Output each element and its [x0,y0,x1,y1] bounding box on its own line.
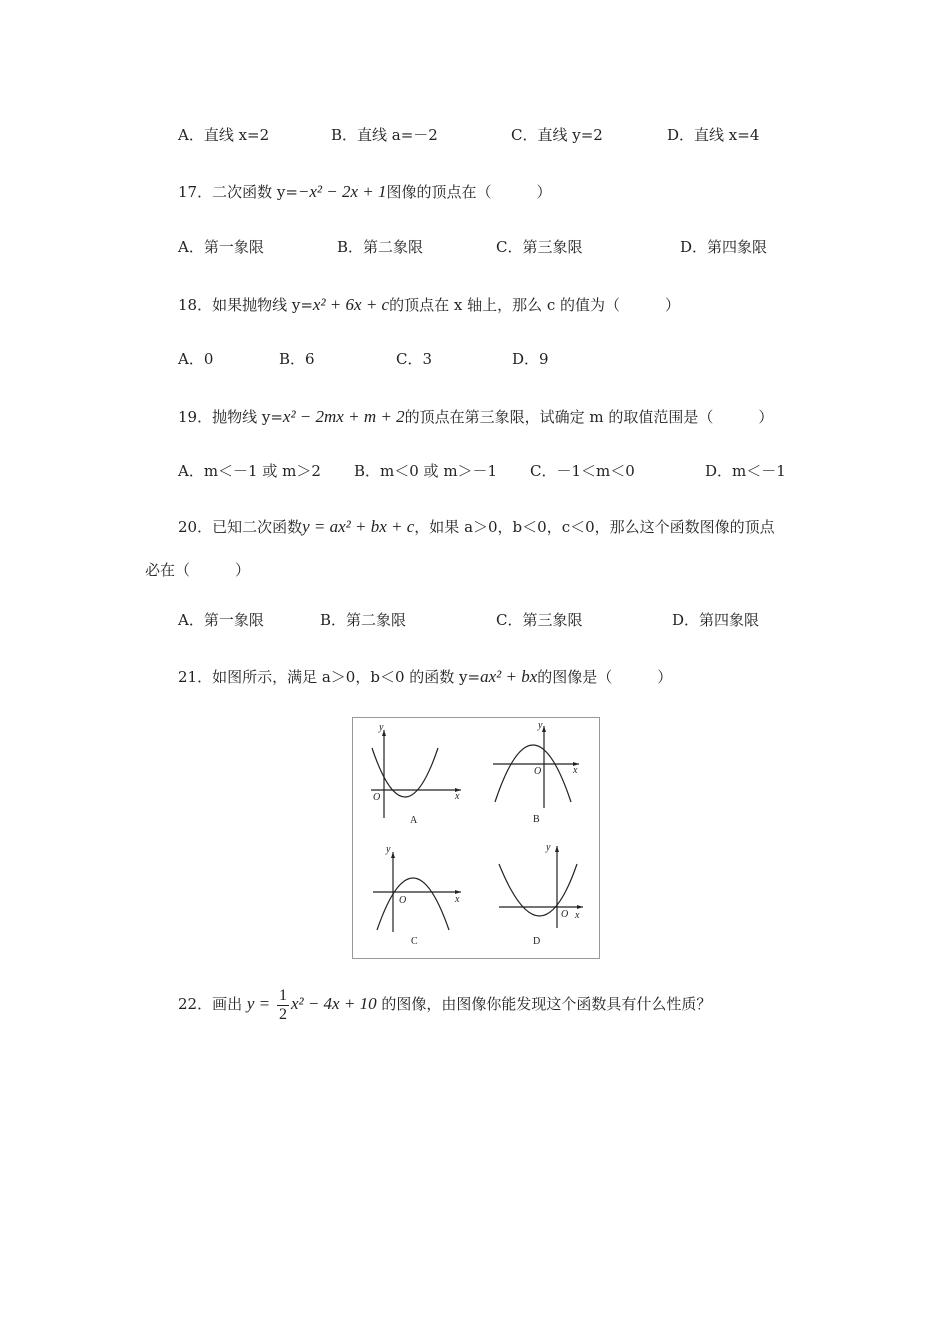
graph-a-caption: A [410,815,418,826]
q21-prefix: 21．如图所示，满足 a＞0，b＜0 的函数 y= [178,668,481,686]
graph-c-y-arrow [391,852,395,858]
graph-d-y-arrow [555,846,559,852]
q19-expression: x² − 2mx + m + 2 [282,407,405,426]
q16-option-a: A．直线 x=2 [178,126,270,144]
graph-d-y-label: y [546,842,551,853]
q19-option-c: C．－1＜m＜0 [530,462,635,480]
q16-option-d: D．直线 x=4 [667,126,760,144]
q16-option-b: B．直线 a=－2 [331,126,438,144]
graph-c [373,852,461,932]
question-22 [178,984,711,1024]
q22-fraction-denominator: 2 [278,1005,287,1023]
q19-suffix: 的顶点在第三象限，试确定 m 的取值范围是（ ） [404,408,774,426]
graph-a-y-label: y [379,722,384,733]
graph-b-y-arrow [542,726,546,732]
q22-fraction [277,987,289,1024]
question-17 [178,182,552,202]
graph-d-origin: O [561,909,569,920]
graph-d-caption: D [533,936,541,947]
graph-b-caption: B [533,814,540,825]
q20-suffix: ，如果 a＞0，b＜0，c＜0，那么这个函数图像的顶点 [414,518,775,536]
graph-b-origin: O [534,766,542,777]
q20-option-b: B．第二象限 [320,611,407,629]
graph-c-y-label: y [386,844,391,855]
question-20 [178,517,775,537]
q22-rhs: x² − 4x + 10 [290,994,377,1013]
graph-c-origin: O [399,895,407,906]
q17-option-b: B．第二象限 [337,238,424,256]
graph-d [499,846,583,928]
q17-option-a: A．第一象限 [178,238,264,256]
q18-option-c: C．3 [396,350,433,368]
q22-suffix: 的图像，由图像你能发现这个函数具有什么性质？ [381,995,712,1013]
graph-b-y-label: y [538,720,543,731]
q19-option-a: A．m＜－1 或 m＞2 [178,462,321,480]
parabola-graphs [353,718,599,958]
q17-suffix: 图像的顶点在（ ） [386,183,552,201]
q18-option-b: B．6 [279,350,315,368]
parabola-figure [352,717,600,959]
q17-option-d: D．第四象限 [680,238,768,256]
graph-c-parabola [377,878,449,930]
q22-fraction-numerator: 1 [278,986,287,1004]
q22-prefix: 22．画出 [178,995,243,1013]
q17-prefix: 17．二次函数 y= [178,183,298,201]
graph-a-x-label: x [455,791,460,802]
q22-lhs: y = [246,994,271,1013]
q18-option-a: A．0 [178,350,214,368]
graph-b-x-label: x [573,765,578,776]
graph-a [371,730,461,818]
q19-option-b: B．m＜0 或 m＞－1 [354,462,498,480]
question-19 [178,407,773,427]
q19-option-d: D．m＜－1 [705,462,786,480]
q20-option-d: D．第四象限 [672,611,760,629]
q18-expression: x² + 6x + c [312,295,390,314]
q20-continuation: 必在（ ） [145,561,251,579]
q20-prefix: 20．已知二次函数 [178,518,303,536]
q18-suffix: 的顶点在 x 轴上，那么 c 的值为（ ） [389,296,681,314]
q16-option-c: C．直线 y=2 [511,126,603,144]
graph-c-x-label: x [455,894,460,905]
q20-expression: y = ax² + bx + c [302,517,415,536]
graph-d-x-label: x [575,910,580,921]
q21-suffix: 的图像是（ ） [537,668,673,686]
q17-expression: −x² − 2x + 1 [297,182,387,201]
q20-option-a: A．第一象限 [178,611,264,629]
q18-prefix: 18．如果抛物线 y= [178,296,313,314]
q18-option-d: D．9 [512,350,549,368]
graph-d-x-arrow [577,905,583,909]
graph-b-parabola [495,745,571,802]
q17-option-c: C．第三象限 [496,238,583,256]
q19-prefix: 19．抛物线 y= [178,408,283,426]
graph-c-caption: C [411,936,418,947]
q21-expression: ax² + bx [480,667,538,686]
q20-option-c: C．第三象限 [496,611,583,629]
graph-a-origin: O [373,792,381,803]
question-21 [178,667,672,687]
question-18 [178,295,680,315]
